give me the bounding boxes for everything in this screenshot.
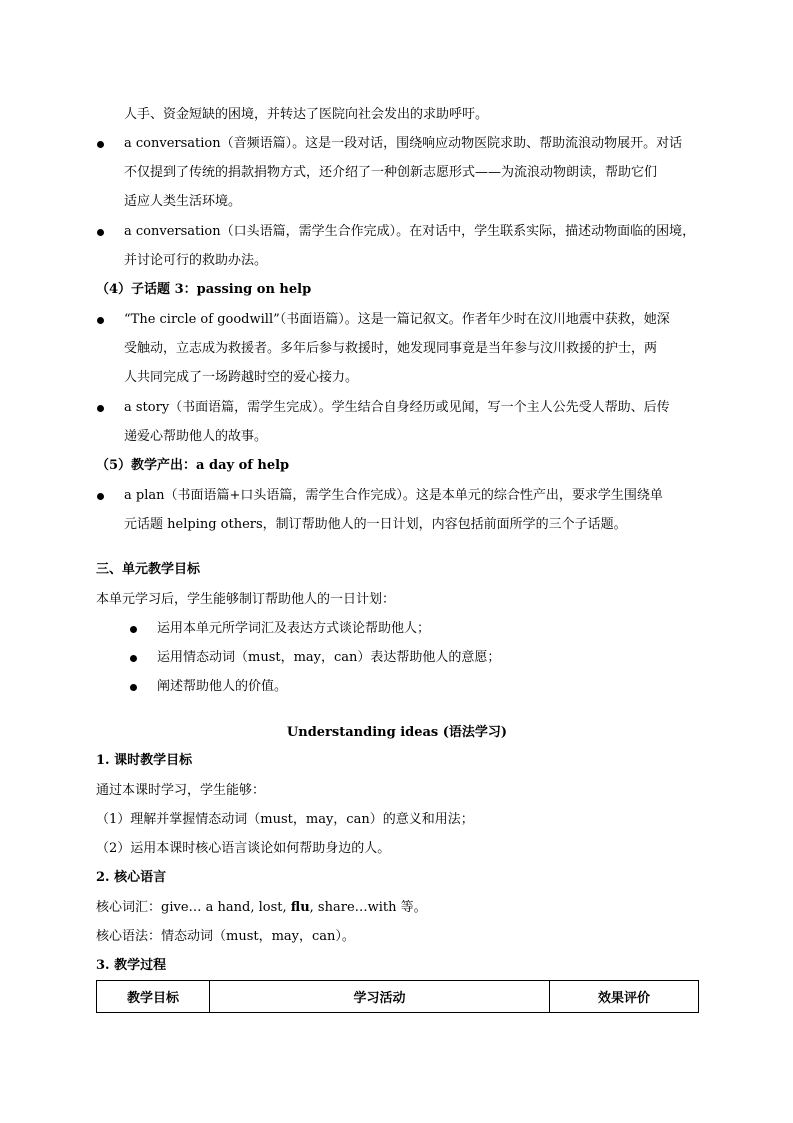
paragraph-line: a story（书面语篇，需学生完成）。学生结合自身经历或见闻，写一个主人公先受人帮助、后传: [124, 400, 670, 415]
paragraph-line: 核心语法：情态动词（must，may，can）。: [96, 929, 355, 944]
paragraph-line: “The circle of goodwill”（书面语篇）。这是一篇记叙文。作者年少时在汶川地震中获救，她深: [124, 312, 670, 327]
subsection-heading: 2. 核心语言: [96, 870, 167, 885]
paragraph-line: 适应人类生活环境。: [124, 194, 242, 209]
subtopic-heading: （5）教学产出：a day of help: [96, 458, 290, 473]
subtopic-heading: （4）子话题 3：passing on help: [96, 282, 312, 297]
bullet-icon: [130, 626, 137, 633]
paragraph-line: 递爱心帮助他人的故事。: [124, 429, 268, 444]
paragraph-line: 本单元学习后，学生能够制订帮助他人的一日计划：: [96, 592, 396, 607]
paragraph-line: 人共同完成了一场跨越时空的爱心接力。: [124, 370, 359, 385]
goal-item: 运用本单元所学词汇及表达方式谈论帮助他人；: [157, 621, 431, 636]
table-header-cell: 效果评价: [550, 981, 699, 1013]
subsection-heading: 3. 教学过程: [96, 958, 167, 973]
paragraph-line: a conversation（音频语篇）。这是一段对话，围绕响应动物医院求助、帮助流浪动物展开。对话: [124, 136, 683, 151]
subsection-heading: 1. 课时教学目标: [96, 753, 193, 768]
paragraph-line: 通过本课时学习，学生能够：: [96, 783, 266, 798]
section-heading: 三、单元教学目标: [96, 562, 201, 577]
paragraph-line: 人手、资金短缺的困境，并转达了医院向社会发出的求助呼吁。: [124, 107, 489, 122]
table-header-row: [97, 981, 699, 1013]
bullet-icon: [97, 405, 104, 412]
table-header-cell: 学习活动: [210, 981, 550, 1013]
bullet-icon: [97, 493, 104, 500]
paragraph-line: a conversation（口头语篇，需学生合作完成）。在对话中，学生联系实际，描述动物面临的困境，: [124, 224, 696, 239]
goal-item: 运用情态动词（must，may，can）表达帮助他人的意愿；: [157, 650, 501, 665]
paragraph-line: 不仅提到了传统的捐款捐物方式，还介绍了一种创新志愿形式——为流浪动物朗读，帮助它们: [124, 165, 658, 180]
bullet-icon: [97, 229, 104, 236]
teaching-process-table: [96, 980, 699, 1013]
paragraph-line: （1）理解并掌握情态动词（must，may，can）的意义和用法；: [96, 812, 474, 827]
paragraph-line: 元话题 helping others，制订帮助他人的一日计划，内容包括前面所学的三个子话题。: [124, 517, 627, 532]
lesson-title: Understanding ideas (语法学习): [286, 725, 508, 740]
paragraph-line: 受触动，立志成为救援者。多年后参与救援时，她发现同事竟是当年参与汶川救援的护士，两: [124, 341, 658, 356]
paragraph-line: 并讨论可行的救助办法。: [124, 253, 268, 268]
bullet-icon: [130, 655, 137, 662]
vocab-prefix: 核心词汇：give… a hand, lost,: [96, 900, 291, 915]
core-vocabulary-line: [96, 899, 427, 917]
vocab-suffix: , share…with 等。: [309, 900, 427, 915]
table-header-cell: 教学目标: [97, 981, 210, 1013]
bullet-icon: [97, 317, 104, 324]
vocab-bold-word: flu: [290, 900, 310, 915]
paragraph-line: （2）运用本课时核心语言谈论如何帮助身边的人。: [96, 841, 391, 856]
goal-item: 阐述帮助他人的价值。: [157, 679, 288, 694]
bullet-icon: [97, 141, 104, 148]
bullet-icon: [130, 684, 137, 691]
paragraph-line: a plan（书面语篇+口头语篇，需学生合作完成）。这是本单元的综合性产出，要求学生围绕单: [124, 488, 663, 503]
